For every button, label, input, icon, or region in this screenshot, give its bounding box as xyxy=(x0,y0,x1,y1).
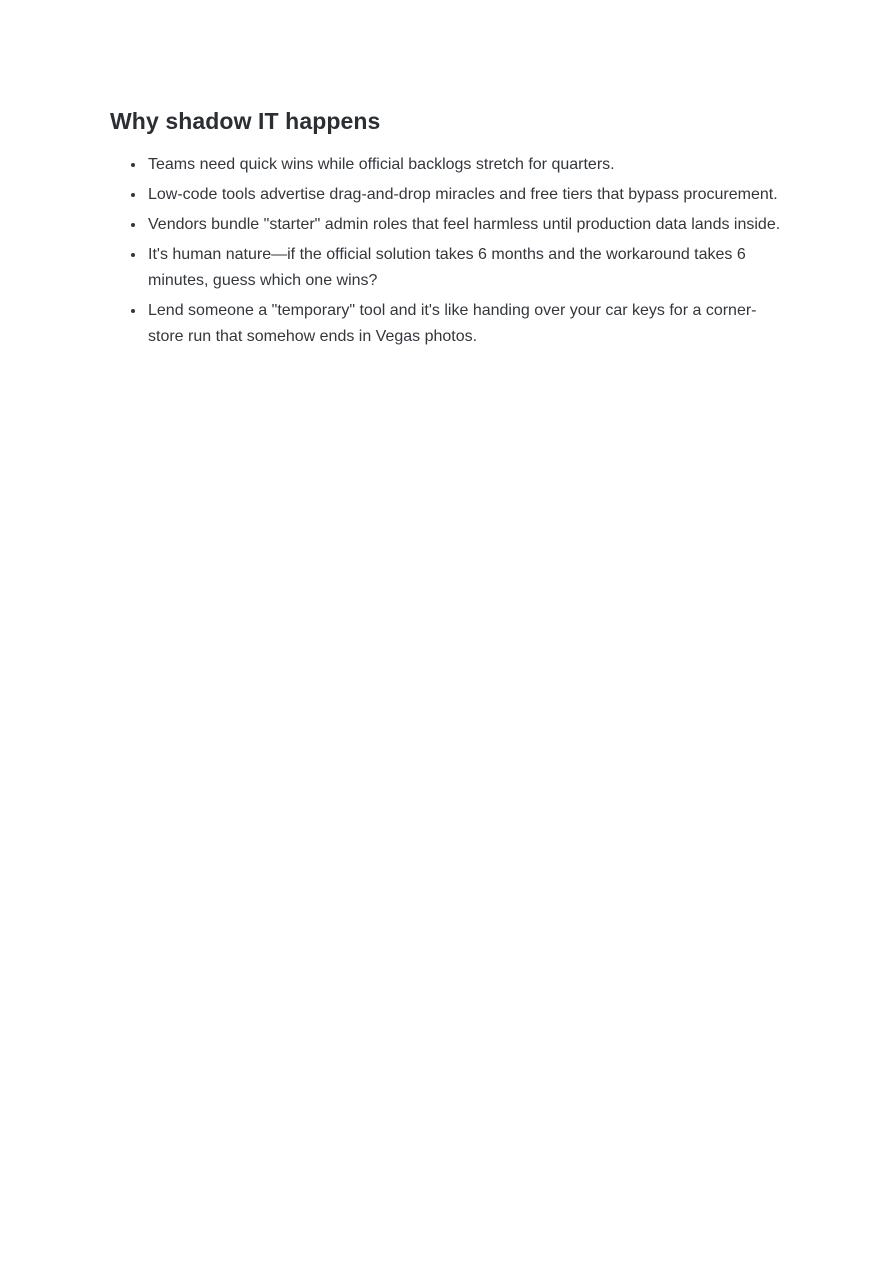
list-item: • Lend someone a "temporary" tool and it's like handing over your car keys for a corner-store run that somehow ends in Vegas photos. xyxy=(146,298,781,350)
list-item: • It's human nature—if the official solution takes 6 months and the workaround takes 6 minutes, guess which one wins? xyxy=(146,242,781,294)
list-item: • Low-code tools advertise drag-and-drop miracles and free tiers that bypass procurement. xyxy=(146,182,781,208)
bullet-list xyxy=(110,152,781,350)
section-heading: Why shadow IT happens xyxy=(110,108,381,134)
list-item: • Teams need quick wins while official backlogs stretch for quarters. xyxy=(146,152,781,178)
document-content xyxy=(0,0,893,350)
list-item: • Vendors bundle "starter" admin roles that feel harmless until production data lands inside. xyxy=(146,212,781,238)
